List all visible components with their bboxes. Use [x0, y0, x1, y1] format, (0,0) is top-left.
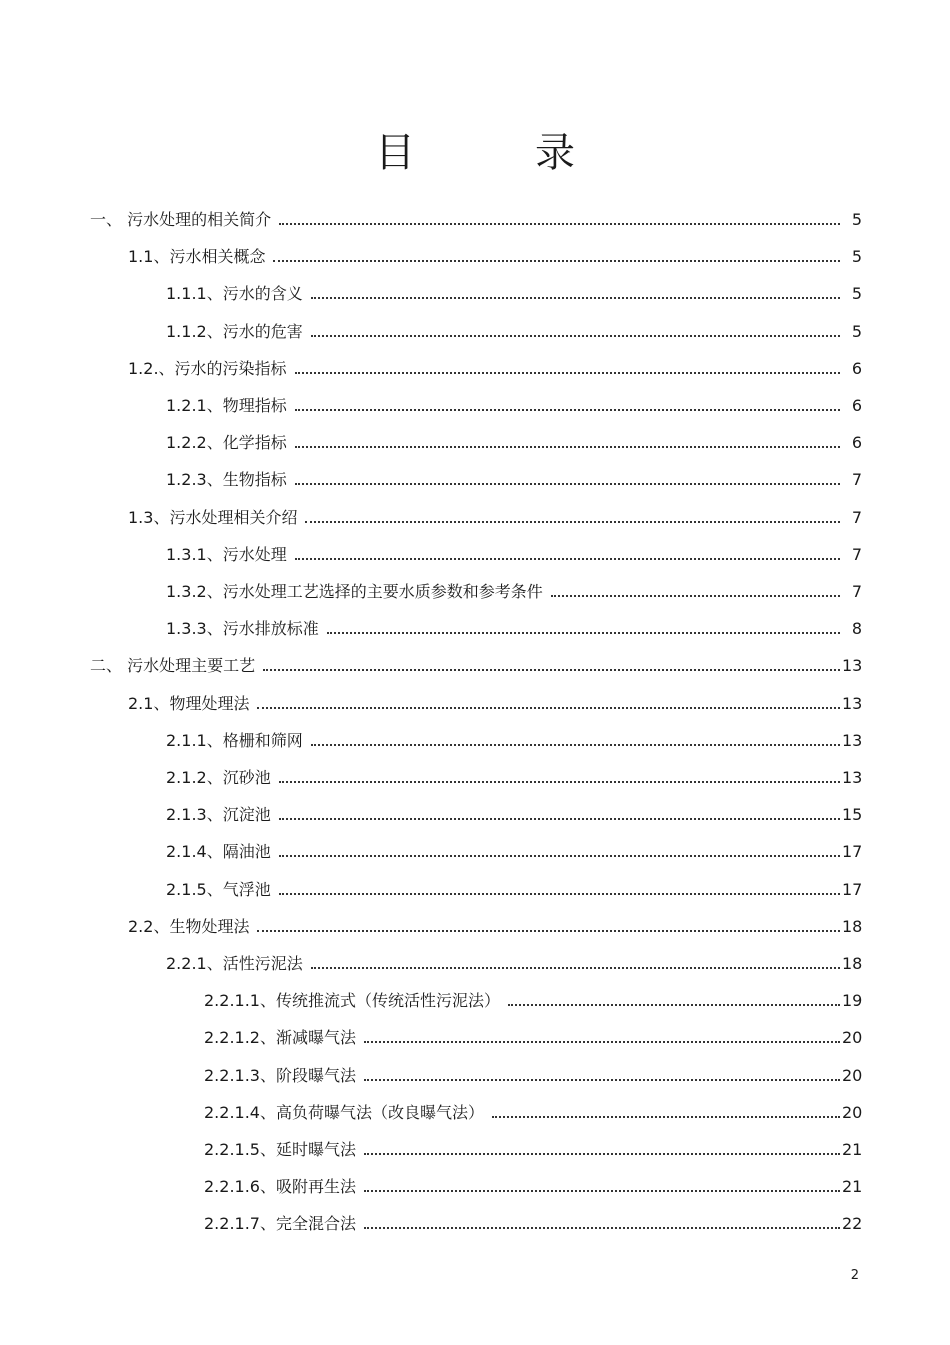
toc-entry-label: 1.1.2、污水的危害	[166, 321, 303, 341]
toc-entry[interactable]	[166, 427, 862, 453]
dot-leader	[279, 818, 840, 820]
toc-entry[interactable]	[166, 576, 862, 602]
title-char-1: 目	[375, 130, 415, 176]
dot-leader	[295, 558, 840, 560]
toc-entry-page: 7	[851, 544, 862, 564]
dot-leader	[279, 855, 840, 857]
toc-entry-page: 18	[842, 954, 863, 973]
toc-entry[interactable]	[128, 911, 862, 937]
toc-entry-page: 13	[842, 656, 863, 676]
dot-leader	[257, 930, 840, 932]
dot-leader	[311, 744, 840, 746]
toc-entry[interactable]	[204, 1208, 862, 1234]
toc-entry-label: 2.2.1.7、完全混合法	[204, 1214, 356, 1234]
toc-entry-page: 20	[842, 1102, 863, 1122]
dot-leader	[364, 1153, 840, 1155]
toc-entry-label: 2.1.4、隔油池	[166, 842, 271, 862]
dot-leader	[364, 1227, 840, 1229]
toc-entry-page: 7	[851, 470, 862, 490]
dot-leader	[279, 223, 840, 225]
dot-leader	[364, 1190, 840, 1192]
toc-entry-page: 17	[842, 842, 863, 862]
dot-leader	[311, 297, 840, 299]
toc-entry-page: 17	[842, 879, 863, 899]
toc-entry-page: 15	[842, 805, 863, 825]
dot-leader	[263, 669, 840, 671]
toc-entry-label: 1.2.3、生物指标	[166, 470, 287, 490]
dot-leader	[273, 260, 840, 262]
dot-leader	[551, 595, 840, 597]
toc-entry-label: 1.2.、污水的污染指标	[128, 358, 287, 378]
toc-entry-label: 2.2.1.5、延时曝气法	[204, 1140, 356, 1159]
toc-entry[interactable]	[128, 688, 862, 714]
dot-leader	[305, 521, 840, 523]
toc-entry-label: 1.2.2、化学指标	[166, 433, 287, 453]
title-char-2: 录	[535, 130, 575, 176]
dot-leader	[311, 967, 840, 969]
toc-entry-label: 二、 污水处理主要工艺	[90, 656, 256, 676]
toc-entry-label: 一、 污水处理的相关简介	[90, 210, 272, 229]
dot-leader	[295, 483, 840, 485]
toc-entry-page: 6	[851, 433, 862, 453]
toc-entry-label: 2.1、物理处理法	[128, 693, 250, 713]
toc-entry-label: 1.1、污水相关概念	[128, 247, 266, 267]
toc-entry[interactable]	[166, 278, 862, 304]
toc-entry-label: 1.3.1、污水处理	[166, 544, 287, 564]
toc-entry-page: 20	[842, 1065, 863, 1085]
toc-entry-page: 7	[851, 507, 862, 527]
toc-entry[interactable]	[128, 353, 862, 379]
page-number: 2	[850, 1268, 859, 1283]
dot-leader	[311, 335, 840, 337]
toc-entry[interactable]	[90, 204, 862, 230]
dot-leader	[279, 781, 840, 783]
dot-leader	[279, 893, 840, 895]
toc-entry-label: 1.3、污水处理相关介绍	[128, 507, 298, 527]
toc-entry-page: 7	[851, 582, 862, 601]
toc-entry-label: 2.2.1.3、阶段曝气法	[204, 1065, 356, 1085]
toc-entry-page: 5	[851, 321, 862, 341]
toc-entry-page: 5	[851, 210, 862, 229]
toc-entry[interactable]	[166, 316, 862, 342]
toc-entry-page: 22	[842, 1214, 863, 1234]
toc-entry-page: 5	[851, 284, 862, 304]
toc-entry[interactable]	[90, 650, 862, 676]
toc-entry[interactable]	[166, 725, 862, 751]
dot-leader	[492, 1116, 840, 1118]
toc-entry-label: 2.1.2、沉砂池	[166, 768, 271, 787]
toc-entry-label: 1.3.3、污水排放标准	[166, 619, 319, 639]
dot-leader	[327, 632, 840, 634]
toc-entry[interactable]	[204, 1022, 862, 1048]
toc-entry-label: 2.2.1.1、传统推流式（传统活性污泥法）	[204, 991, 500, 1011]
dot-leader	[295, 446, 840, 448]
toc-entry[interactable]	[204, 1134, 862, 1160]
toc-entry[interactable]	[204, 1097, 862, 1123]
dot-leader	[508, 1004, 840, 1006]
toc-entry[interactable]	[128, 502, 862, 528]
toc-entry[interactable]	[166, 836, 862, 862]
toc-entry-page: 21	[842, 1177, 863, 1197]
toc-entry-page: 19	[842, 991, 863, 1011]
toc-entry[interactable]	[166, 874, 862, 900]
toc-entry[interactable]	[166, 539, 862, 565]
toc-entry-page: 6	[851, 396, 862, 415]
toc-entry-label: 1.3.2、污水处理工艺选择的主要水质参数和参考条件	[166, 582, 543, 601]
dot-leader	[257, 707, 840, 709]
toc-entry-label: 2.2.1.6、吸附再生法	[204, 1177, 356, 1197]
toc-entry[interactable]	[166, 613, 862, 639]
toc-entry[interactable]	[204, 1060, 862, 1086]
toc-entry[interactable]	[166, 799, 862, 825]
toc-entry-label: 2.1.5、气浮池	[166, 879, 271, 899]
toc-entry[interactable]	[166, 464, 862, 490]
toc-entry-label: 1.2.1、物理指标	[166, 396, 287, 415]
toc-entry-page: 8	[851, 619, 862, 639]
dot-leader	[295, 372, 840, 374]
toc-entry-page: 21	[842, 1140, 863, 1159]
toc-entry-label: 2.2、生物处理法	[128, 916, 250, 936]
toc-entry-label: 2.2.1、活性污泥法	[166, 954, 303, 973]
toc-entry-page: 20	[842, 1028, 863, 1048]
page-title	[0, 128, 950, 178]
toc-entry-page: 6	[851, 358, 862, 378]
dot-leader	[364, 1079, 840, 1081]
toc-entry[interactable]	[128, 241, 862, 267]
toc-entry-label: 2.2.1.4、高负荷曝气法（改良曝气法）	[204, 1102, 484, 1122]
toc-entry[interactable]	[204, 1171, 862, 1197]
toc-entry-label: 2.1.1、格栅和筛网	[166, 730, 303, 750]
toc-entry[interactable]	[166, 762, 862, 788]
toc-entry[interactable]	[166, 948, 862, 974]
toc-entry-page: 13	[842, 693, 863, 713]
toc-entry-label: 2.2.1.2、渐减曝气法	[204, 1028, 356, 1048]
toc-entry[interactable]	[166, 390, 862, 416]
toc-entry-page: 18	[842, 916, 863, 936]
toc-entry[interactable]	[204, 985, 862, 1011]
toc-entry-label: 1.1.1、污水的含义	[166, 284, 303, 304]
toc-entry-label: 2.1.3、沉淀池	[166, 805, 271, 825]
dot-leader	[295, 409, 840, 411]
toc-entry-page: 13	[842, 730, 863, 750]
toc-entry-page: 13	[842, 768, 863, 787]
dot-leader	[364, 1041, 840, 1043]
toc-entry-page: 5	[851, 247, 862, 267]
